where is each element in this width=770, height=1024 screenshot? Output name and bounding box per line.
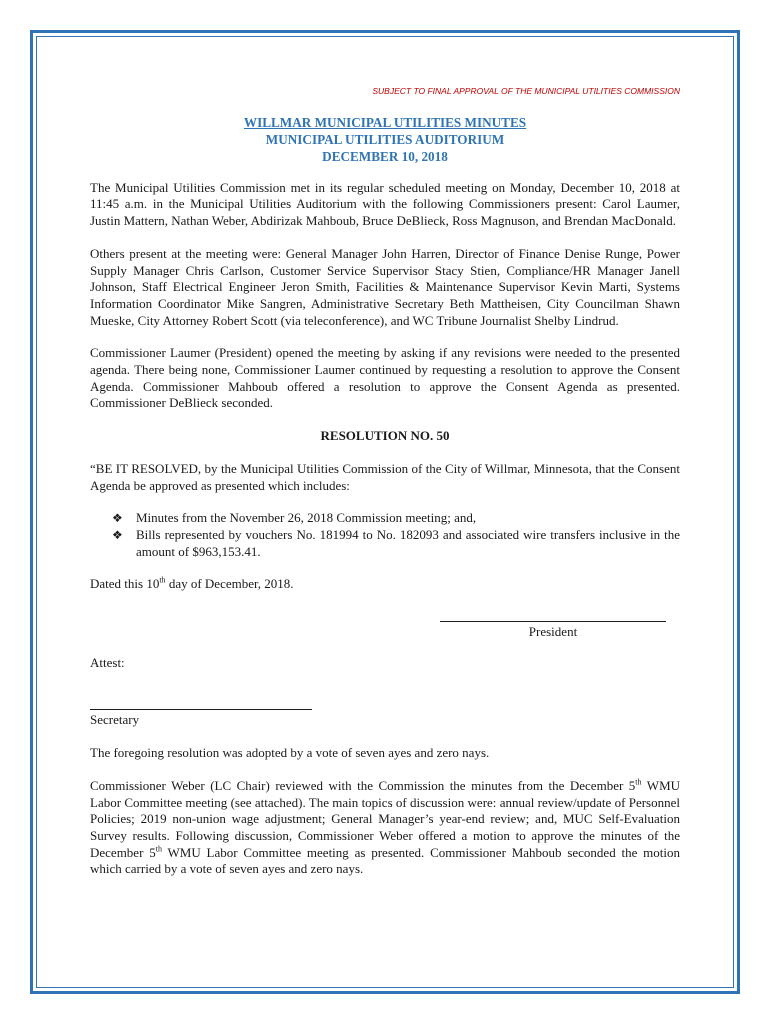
labor-text-1: Commissioner Weber (LC Chair) reviewed with the Commission the minutes from the December 5 <box>90 777 636 793</box>
labor-text-2: WMU Labor Committee meeting (see attached). The main topics of discussion were: annual review/update of Personnel Policies; 2019 non-union wage adjustment; General Manager’s year-end review; and, MUC Self-Evaluation Survey results. Following discussion, Commissioner Weber offered a motion to approve the minutes of the December 5 <box>90 777 681 860</box>
opening-paragraph: The Municipal Utilities Commission met in its regular scheduled meeting on Monday, December 10, 2018 at 11:45 a.m. in the Municipal Utilities Auditorium with the following Commissioners present: Carol Laumer, Justin Mattern, Nathan Weber, Abdirizak Mahboub, Bruce DeBlieck, Ross Magnuson, and Brendan MacDonald. <box>90 179 680 229</box>
list-item-text: Bills represented by vouchers No. 181994 to No. 182093 and associated wire transfers inclusive in the amount of $963,153.41. <box>136 526 680 559</box>
president-signature-line <box>440 613 666 622</box>
dated-prefix: Dated this 10 <box>90 576 160 592</box>
labor-sup-1: th <box>635 777 642 787</box>
others-present-paragraph: Others present at the meeting were: General Manager John Harren, Director of Finance Denise Runge, Power Supply Manager Chris Carlson, Customer Service Supervisor Stacy Stien, Compliance/HR Manager Janell Johnson, Staff Electrical Engineer Jeron Smith, Facilities & Maintenance Supervisor Kevin Marti, Systems Information Coordinator Mike Sangren, Administrative Secretary Beth Mattheisen, City Councilman Shawn Mueske, City Attorney Robert Scott (via teleconference), and WC Tribune Journalist Shelby Lindrud. <box>90 245 680 328</box>
attest-label: Attest: <box>90 654 125 670</box>
secretary-signature <box>90 701 312 729</box>
secretary-label: Secretary <box>90 712 140 728</box>
list-item-text: Minutes from the November 26, 2018 Commission meeting; and, <box>136 510 477 526</box>
location-title: MUNICIPAL UTILITIES AUDITORIUM <box>265 131 505 147</box>
resolution-title: RESOLUTION NO. 50 <box>320 428 450 444</box>
resolution-body: “BE IT RESOLVED, by the Municipal Utilities Commission of the City of Willmar, Minnesota, that the Consent Agenda be approved as presented which includes: <box>90 460 680 493</box>
labor-text-3: WMU Labor Committee meeting as presented. Commissioner Mahboub seconded the motion which carried by a vote of seven ayes and zero nays. <box>90 844 680 877</box>
document-title: WILLMAR MUNICIPAL UTILITIES MINUTES <box>243 114 527 130</box>
diamond-bullet-icon: ❖ <box>112 511 123 526</box>
diamond-bullet-icon: ❖ <box>112 527 123 542</box>
labor-sup-2: th <box>155 844 162 854</box>
consent-agenda-paragraph: Commissioner Laumer (President) opened the meeting by asking if any revisions were needed to the presented agenda. There being none, Commissioner Laumer continued by requesting a resolution to approve the Consent Agenda. Commissioner Mahboub offered a resolution to approve the Consent Agenda as presented. Commissioner DeBlieck seconded. <box>90 345 680 411</box>
dated-sup: th <box>159 576 166 586</box>
list-item <box>112 527 680 560</box>
document-heading <box>90 114 680 165</box>
president-label: President <box>528 624 578 640</box>
dated-line <box>90 576 680 593</box>
vote-result: The foregoing resolution was adopted by a vote of seven ayes and zero nays. <box>90 745 490 761</box>
president-signature <box>440 613 666 641</box>
list-item <box>112 510 680 527</box>
date-title: DECEMBER 10, 2018 <box>322 148 448 164</box>
approval-note: SUBJECT TO FINAL APPROVAL OF THE MUNICIPAL UTILITIES COMMISSION <box>372 86 680 96</box>
dated-suffix: day of December, 2018. <box>165 576 294 592</box>
labor-committee-paragraph <box>90 778 680 878</box>
secretary-signature-line <box>90 701 312 710</box>
resolution-items <box>90 510 680 560</box>
document-page <box>90 83 680 894</box>
